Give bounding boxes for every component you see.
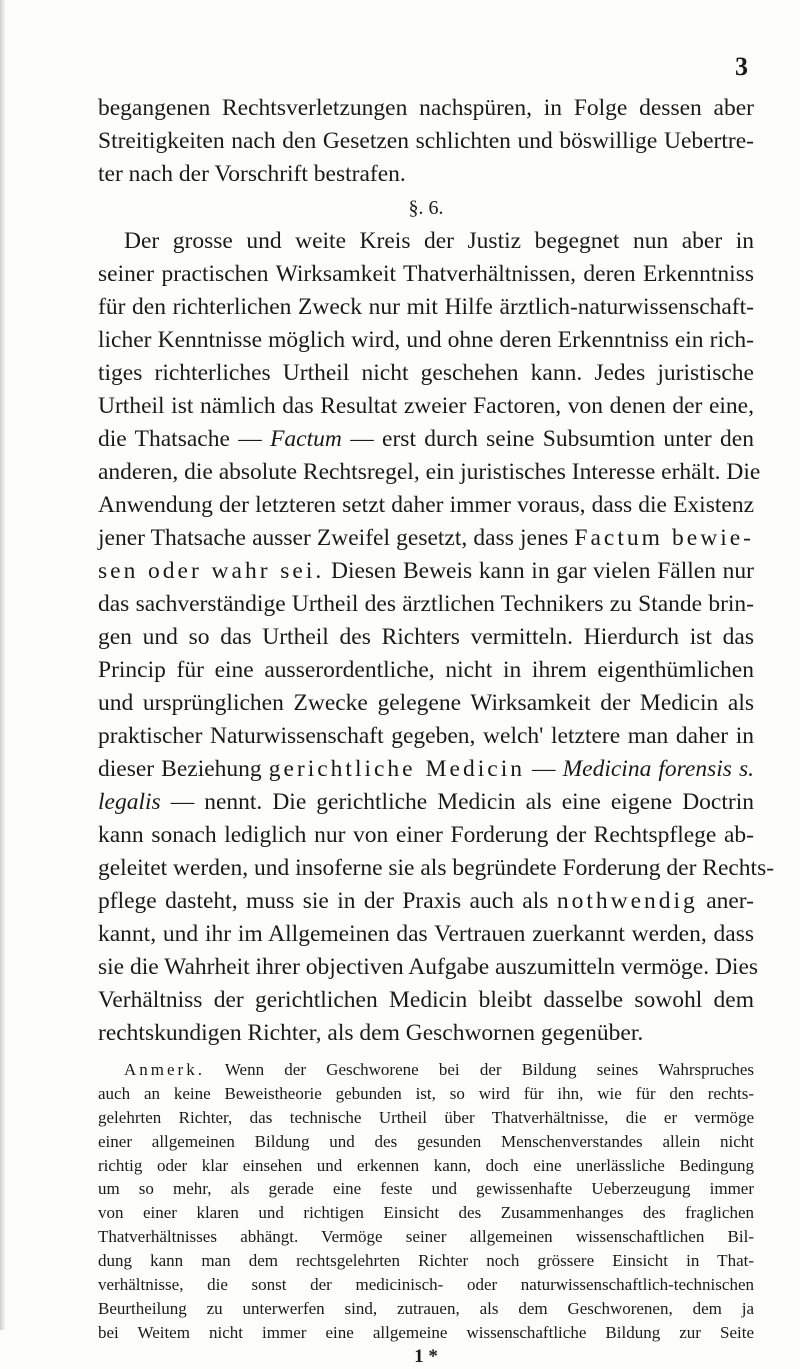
text-line: geleitet werden, und insoferne sie als begründete Forderung der Rechts- bbox=[98, 855, 775, 881]
note-line: einer allgemeinen Bildung und des gesunden Menschenverstandes allein nicht bbox=[98, 1131, 754, 1151]
text-run: Diesen Beweis kann in gar vielen Fällen nur bbox=[324, 558, 754, 584]
text-run: pflege dasteht, muss sie in der Praxis auch als bbox=[98, 888, 557, 914]
text-line: Streitigkeiten nach den Gesetzen schlichten und böswillige Uebertre- bbox=[98, 128, 754, 154]
text-line: kann sonach lediglich nur von einer Forderung der Rechtspflege ab- bbox=[98, 822, 754, 848]
page-edge-shadow bbox=[0, 0, 6, 1330]
text-line bbox=[98, 423, 754, 456]
note-line: gelehrten Richter, das technische Urtheil über Thatverhältnisse, die er vermöge bbox=[98, 1107, 754, 1127]
text-line bbox=[98, 522, 754, 555]
text-line: das sachverständige Urtheil des ärztlichen Technikers zu Stande brin- bbox=[98, 591, 754, 617]
text-line: licher Kenntnisse möglich wird, und ohne deren Erkenntniss ein rich- bbox=[98, 327, 754, 353]
text-line bbox=[98, 786, 754, 819]
text-line: Princip für eine ausserordentliche, nicht in ihrem eigenthümlichen bbox=[98, 657, 754, 683]
spaced-term: nothwendig bbox=[556, 888, 698, 914]
text-run: — erst durch seine Subsumtion unter den bbox=[341, 426, 754, 452]
spaced-term: gerichtliche Medicin bbox=[268, 756, 525, 782]
page-body bbox=[98, 92, 775, 1369]
footnote-block bbox=[98, 1058, 754, 1345]
text-line: sie die Wahrheit ihrer objectiven Aufgabe auszumitteln vermöge. Dies bbox=[98, 954, 759, 980]
text-line bbox=[98, 555, 754, 588]
note-line: Thatverhältnisses abhängt. Vermöge seiner allgemeinen wissenschaftlichen Bil- bbox=[98, 1227, 754, 1247]
spaced-term: Factum bewie- bbox=[574, 525, 754, 551]
signature-mark: 1 * bbox=[414, 1345, 438, 1367]
text-line: rechtskundigen Richter, als dem Geschwornen gegenüber. bbox=[98, 1020, 644, 1046]
note-line: von einer klaren und richtigen Einsicht des Zusammenhanges des fraglichen bbox=[98, 1203, 754, 1223]
text-line: tiges richterliches Urtheil nicht geschehen kann. Jedes juristische bbox=[98, 360, 754, 386]
italic-term: Factum bbox=[270, 426, 342, 452]
text-line: Der grosse und weite Kreis der Justiz begegnet nun aber in bbox=[124, 228, 754, 254]
text-line: praktischer Naturwissenschaft gegeben, welch' letztere man daher in bbox=[98, 723, 754, 749]
text-line: kannt, und ihr im Allgemeinen das Vertrauen zuerkannt werden, dass bbox=[98, 921, 754, 947]
text-run: die Thatsache — bbox=[98, 426, 271, 452]
italic-term: legalis bbox=[98, 789, 161, 815]
text-line: für den richterlichen Zweck nur mit Hilfe ärztlich-naturwissenschaft- bbox=[98, 294, 754, 320]
text-line: und ursprünglichen Zwecke gelegene Wirksamkeit der Medicin als bbox=[98, 690, 754, 716]
page-number: 3 bbox=[735, 52, 748, 81]
text-line: Anwendung der letzteren setzt daher immer voraus, dass die Existenz bbox=[98, 492, 754, 518]
note-line bbox=[98, 1058, 754, 1082]
note-line: bei Weitem nicht immer eine allgemeine wissenschaftliche Bildung zur Seite bbox=[98, 1322, 754, 1342]
text-run: dieser Beziehung bbox=[98, 756, 269, 782]
text-run: — nennt. Die gerichtliche Medicin als eine eigene Doctrin bbox=[160, 789, 754, 815]
note-line: richtig oder klar einsehen und erkennen kann, doch eine unerlässliche Bedingung bbox=[98, 1155, 754, 1175]
spaced-term: sen oder wahr sei. bbox=[98, 558, 325, 584]
note-line: auch an keine Beweistheorie gebunden ist, so wird für ihn, wie für den rechts- bbox=[98, 1083, 754, 1103]
note-line: verhältnisse, die sonst der medicinisch- oder naturwissenschaftlich-technischen bbox=[98, 1275, 754, 1295]
text-line bbox=[98, 753, 754, 786]
text-line: seiner practischen Wirksamkeit Thatverhältnissen, deren Erkenntniss bbox=[98, 261, 754, 287]
text-line: ter nach der Vorschrift bestrafen. bbox=[98, 161, 406, 187]
note-label: Anmerk. bbox=[124, 1060, 205, 1079]
text-line bbox=[98, 885, 754, 918]
text-line: begangenen Rechtsverletzungen nachspüren, in Folge dessen aber bbox=[98, 95, 754, 121]
text-line: anderen, die absolute Rechtsregel, ein juristisches Interesse erhält. Die bbox=[98, 459, 761, 485]
text-run: aner- bbox=[697, 888, 754, 914]
text-run: jener Thatsache ausser Zweifel gesetzt, dass jenes bbox=[98, 525, 575, 551]
text-run: — bbox=[524, 756, 563, 782]
italic-term: Medicina forensis s. bbox=[562, 756, 754, 782]
text-line: Urtheil ist nämlich das Resultat zweier Factoren, von denen der eine, bbox=[98, 393, 754, 419]
text-line: Verhältniss der gerichtlichen Medicin bleibt dasselbe sowohl dem bbox=[98, 987, 754, 1013]
text-run: Wenn der Geschworene bei der Bildung seines Wahrspruches bbox=[204, 1060, 754, 1079]
section-heading: §. 6. bbox=[408, 197, 444, 219]
text-line: gen und so das Urtheil des Richters vermitteln. Hierdurch ist das bbox=[98, 624, 754, 650]
note-line: um so mehr, als gerade eine feste und gewissenhafte Ueberzeugung immer bbox=[98, 1179, 754, 1199]
note-line: Beurtheilung zu unterwerfen sind, zutrauen, als dem Geschworenen, dem ja bbox=[98, 1298, 754, 1318]
note-line: dung kann man dem rechtsgelehrten Richter noch grössere Einsicht in That- bbox=[98, 1251, 754, 1271]
